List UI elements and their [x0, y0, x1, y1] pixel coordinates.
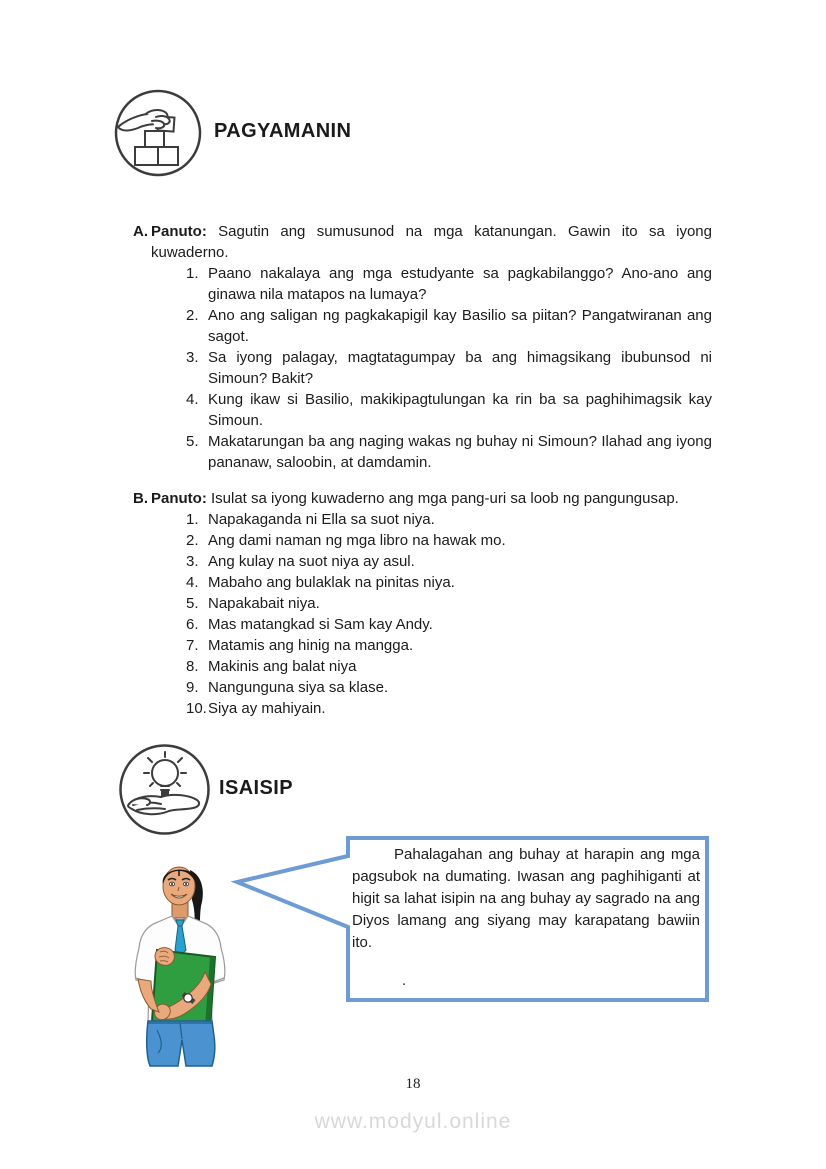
- item-text: Napakabait niya.: [208, 595, 320, 612]
- item-text: Makatarungan ba ang naging wakas ng buhay ni Simoun? Ilahad ang iyong pananaw, saloobin, at damdamin.: [208, 433, 712, 471]
- worksheet: [133, 221, 712, 734]
- item-number: 10.: [186, 700, 207, 717]
- pagyamanin-heading: PAGYAMANIN: [214, 120, 352, 142]
- section-b-list: [186, 509, 712, 719]
- list-item: [186, 347, 712, 389]
- hand-stacking-blocks-icon: [112, 87, 204, 179]
- list-item: [186, 551, 712, 572]
- item-number: 2.: [186, 307, 199, 324]
- item-text: Napakaganda ni Ella sa suot niya.: [208, 511, 435, 528]
- page-number: 18: [405, 1076, 421, 1092]
- student-illustration: [128, 860, 232, 1068]
- item-number: 3.: [186, 349, 199, 366]
- item-number: 6.: [186, 616, 199, 633]
- panuto-label: Panuto:: [151, 223, 207, 240]
- isaisip-heading: ISAISIP: [219, 777, 293, 799]
- item-text: Makinis ang balat niya: [208, 658, 357, 675]
- item-number: 3.: [186, 553, 199, 570]
- item-text: Ano ang saligan ng pagkakapigil kay Basilio sa piitan? Pangatwiranan ang sagot.: [208, 307, 712, 345]
- item-number: 2.: [186, 532, 199, 549]
- item-text: Matamis ang hinig na mangga.: [208, 637, 414, 654]
- item-text: Nangunguna siya sa klase.: [208, 679, 389, 696]
- list-item: [186, 572, 712, 593]
- section-a-list: [186, 263, 712, 473]
- item-text: Siya ay mahiyain.: [208, 700, 326, 717]
- list-item: [186, 263, 712, 305]
- list-item: [186, 614, 712, 635]
- section-a: [133, 221, 712, 473]
- item-number: 5.: [186, 595, 199, 612]
- section-b-instruction: Panuto: Isulat sa iyong kuwaderno ang mga pang-uri sa loob ng pangungusap.: [151, 490, 679, 507]
- item-text: Sa iyong palagay, magtatagumpay ba ang himagsikang ibubunsod ni Simoun? Bakit?: [208, 349, 712, 387]
- item-text: Ang dami naman ng mga libro na hawak mo.: [208, 532, 506, 549]
- section-a-instruction: Panuto: Sagutin ang sumusunod na mga katanungan. Gawin ito sa iyong kuwaderno.: [151, 223, 712, 261]
- item-number: 5.: [186, 433, 199, 450]
- item-text: Kung ikaw si Basilio, makikipagtulungan ka rin ba sa paghihimagsik kay Simoun.: [208, 391, 712, 429]
- list-item: [186, 593, 712, 614]
- speech-bubble-text: Pahalagahan ang buhay at harapin ang mga pagsubok na dumating. Iwasan ang paghihiganti at higit sa lahat isipin na ang buhay ay sagrado na ang Diyos lamang ang siyang may karapatang bawiin ito.: [352, 846, 700, 951]
- list-item: [186, 509, 712, 530]
- item-number: 1.: [186, 511, 199, 528]
- list-item: [186, 656, 712, 677]
- item-number: 9.: [186, 679, 199, 696]
- list-item: [186, 677, 712, 698]
- item-number: 4.: [186, 574, 199, 591]
- list-item: [186, 431, 712, 473]
- section-b-label: B.: [133, 490, 148, 507]
- list-item: [186, 530, 712, 551]
- item-text: Paano nakalaya ang mga estudyante sa pagkabilanggo? Ano-ano ang ginawa nila matapos na lumaya?: [208, 265, 712, 303]
- section-a-label: A.: [133, 223, 148, 240]
- list-item: [186, 698, 712, 719]
- panuto-label: Panuto:: [151, 490, 207, 507]
- speech-bubble-trailing-dot: .: [402, 972, 407, 989]
- item-text: Mas matangkad si Sam kay Andy.: [208, 616, 433, 633]
- hand-holding-lightbulb-icon: [117, 742, 212, 837]
- watermark: www.modyul.online: [314, 1110, 512, 1133]
- section-b: [133, 488, 712, 719]
- item-text: Mabaho ang bulaklak na pinitas niya.: [208, 574, 455, 591]
- item-text: Ang kulay na suot niya ay asul.: [208, 553, 415, 570]
- item-number: 7.: [186, 637, 199, 654]
- item-number: 1.: [186, 265, 199, 282]
- list-item: [186, 305, 712, 347]
- item-number: 8.: [186, 658, 199, 675]
- list-item: [186, 635, 712, 656]
- list-item: [186, 389, 712, 431]
- item-number: 4.: [186, 391, 199, 408]
